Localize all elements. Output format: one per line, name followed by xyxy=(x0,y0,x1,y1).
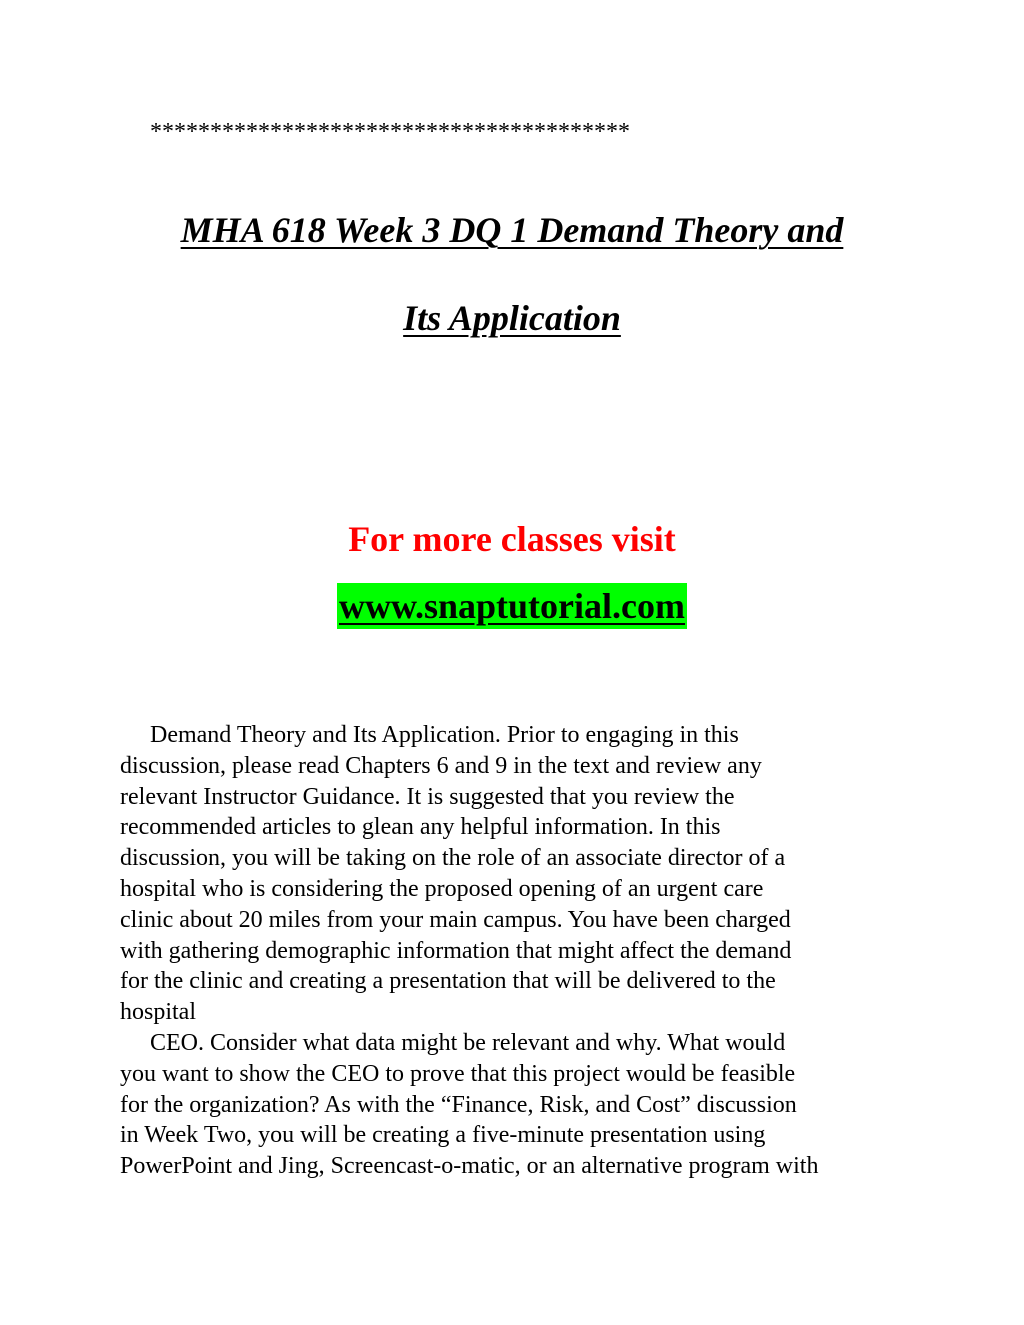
body-line: relevant Instructor Guidance. It is suggested that you review the xyxy=(120,783,735,810)
body-line: for the clinic and creating a presentation that will be delivered to the xyxy=(120,968,776,995)
body-line: discussion, you will be taking on the role of an associate director of a xyxy=(120,845,786,872)
body-line: recommended articles to glean any helpful information. In this xyxy=(120,814,721,841)
promo-text: For more classes visit xyxy=(348,519,676,559)
body-line: in Week Two, you will be creating a five-minute presentation using xyxy=(120,1122,766,1149)
body-line: for the organization? As with the “Finance, Risk, and Cost” discussion xyxy=(120,1091,797,1118)
body-line: with gathering demographic information that might affect the demand xyxy=(120,937,792,964)
body-line: PowerPoint and Jing, Screencast-o-matic, or an alternative program with xyxy=(120,1153,819,1180)
link-container xyxy=(0,583,1024,629)
title-text-2: Its Application xyxy=(403,298,621,338)
body-line: CEO. Consider what data might be relevant and why. What would xyxy=(150,1029,786,1056)
title-text-1: MHA 618 Week 3 DQ 1 Demand Theory and xyxy=(180,210,844,250)
separator-line: **************************************** xyxy=(150,119,630,145)
body-paragraph xyxy=(120,720,920,1182)
body-line: hospital who is considering the proposed opening of an urgent care xyxy=(120,875,764,902)
body-line: you want to show the CEO to prove that this project would be feasible xyxy=(120,1060,796,1087)
body-line: discussion, please read Chapters 6 and 9 in the text and review any xyxy=(120,752,762,779)
document-title-line-1 xyxy=(0,208,1024,252)
website-link[interactable]: www.snaptutorial.com xyxy=(337,583,687,629)
body-line: clinic about 20 miles from your main campus. You have been charged xyxy=(120,906,791,933)
document-title-line-2 xyxy=(0,296,1024,340)
body-line: Demand Theory and Its Application. Prior to engaging in this xyxy=(150,722,739,748)
body-line: hospital xyxy=(120,999,196,1026)
